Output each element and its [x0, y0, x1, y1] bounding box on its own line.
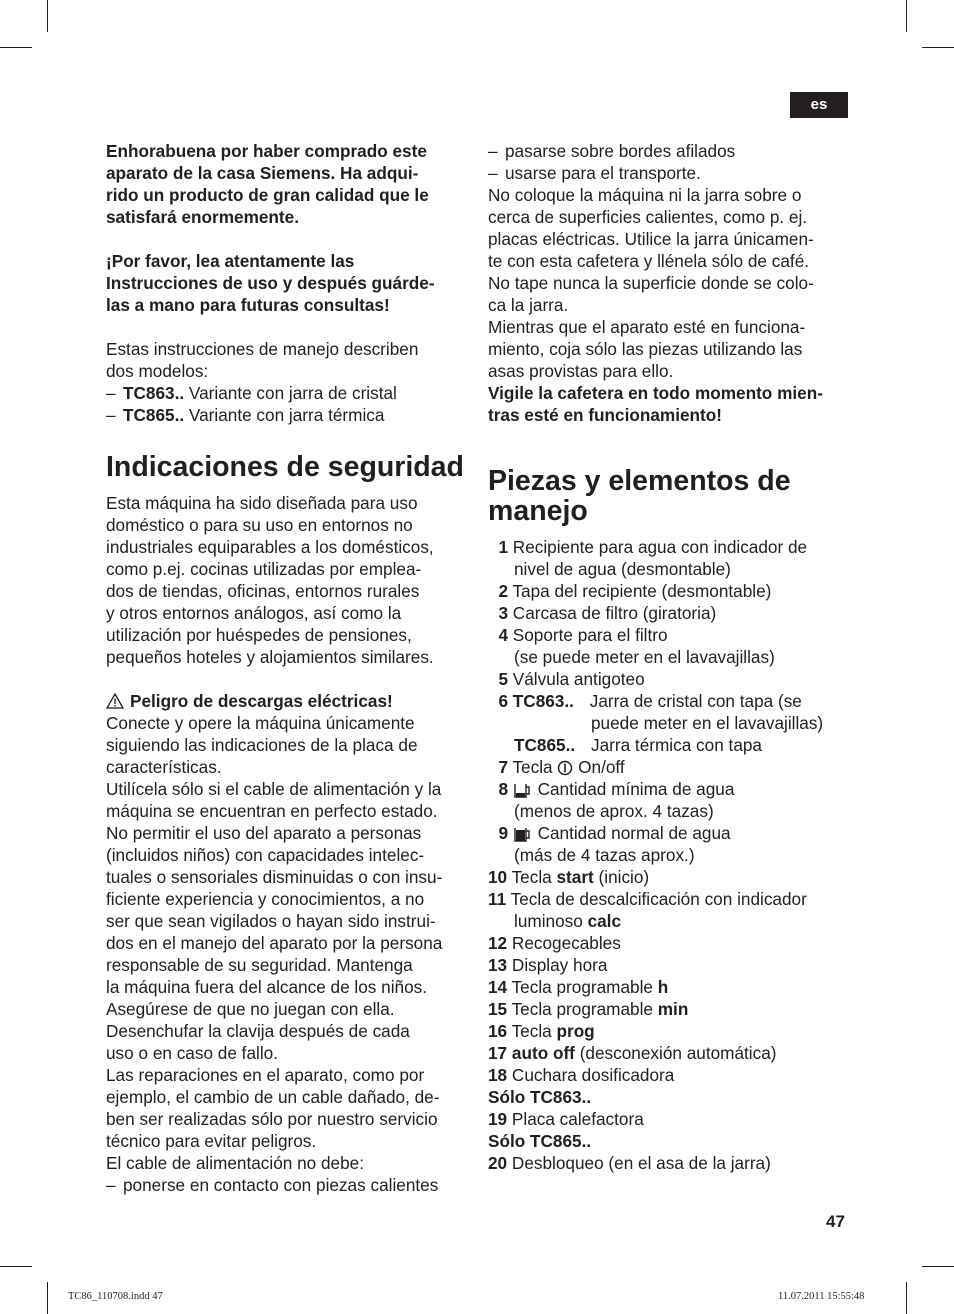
- parts-heading: Piezas y elementos de manejo: [488, 465, 791, 527]
- cable-item: – pasarse sobre bordes afilados: [488, 141, 736, 161]
- list-item: 14 Tecla programable h: [488, 977, 669, 997]
- supervision-notice: Vigile la cafetera en todo momento mien- tras esté en funcionamiento!: [488, 383, 823, 425]
- list-item: 6 TC863.. Jarra de cristal con tapa (se: [498, 691, 802, 711]
- safety-intro: Esta máquina ha sido diseñada para uso doméstico o para su uso en entornos no industriales equiparables a los domésticos, como p.ej. cocinas utilizadas por emplea- dos de tiendas, oficinas, entornos rurales y otros entornos análogos, así como la utilización por huéspedes de pensiones, pequeños hoteles y alojamientos similares.: [106, 493, 434, 667]
- page-number: 47: [826, 1212, 845, 1231]
- list-item: 15 Tecla programable min: [488, 999, 689, 1019]
- language-tab: es: [790, 92, 848, 118]
- model-item: – TC863.. Variante con jarra de cristal: [106, 383, 397, 403]
- list-item: 17 auto off (desconexión automática): [488, 1043, 777, 1063]
- list-item: 20 Desbloqueo (en el asa de la jarra): [488, 1153, 771, 1173]
- list-item: 7 Tecla On/off: [498, 757, 625, 777]
- safety-heading: Indicaciones de seguridad: [106, 451, 464, 483]
- crop-mark: [0, 47, 32, 48]
- crop-mark: [47, 1282, 48, 1314]
- right-column: [488, 140, 850, 426]
- model-only-label: Sólo TC863..: [488, 1087, 592, 1107]
- footer-file: TC86_110708.indd 47: [68, 1291, 163, 1302]
- left-column: [106, 140, 468, 426]
- footer-datetime: 11.07.2011 15:55:48: [778, 1291, 865, 1302]
- list-item: 4 Soporte para el filtro: [498, 625, 668, 645]
- cable-item: – ponerse en contacto con piezas calientes: [106, 1175, 439, 1195]
- list-item: 8 Cantidad mínima de agua: [498, 779, 735, 799]
- model-item: – TC865.. Variante con jarra térmica: [106, 405, 385, 425]
- list-item: 13 Display hora: [488, 955, 608, 975]
- list-item: 10 Tecla start (inicio): [488, 867, 650, 887]
- min-water-icon: [513, 782, 533, 798]
- crop-mark: [47, 0, 48, 32]
- list-item: 18 Cuchara dosificadora: [488, 1065, 675, 1085]
- intro-paragraph: Enhorabuena por haber comprado este aparato de la casa Siemens. Ha adqui- rido un producto de gran calidad que le satisfará enormemente.: [106, 141, 429, 227]
- read-instructions-notice: ¡Por favor, lea atentamente las Instrucciones de uso y después guárde- las a mano para futuras consultas!: [106, 251, 435, 315]
- hot-surface-text: No coloque la máquina ni la jarra sobre o cerca de superficies calientes, como p. ej. placas eléctricas. Utilice la jarra únicamen- te con esta cafetera y llénela sólo de café. No tape nunca la superficie donde se colo- ca la jarra. Mientras que el aparato esté en funciona- miento, coja sólo las piezas utilizando las asas provistas para ello.: [488, 185, 814, 381]
- crop-mark: [922, 47, 954, 48]
- warning-triangle-icon: [106, 693, 124, 709]
- list-item: TC865.. Jarra térmica con tapa: [514, 735, 762, 755]
- list-item: 11 Tecla de descalcificación con indicador: [488, 889, 807, 909]
- parts-list: 1 Recipiente para agua con indicador de nivel de agua (desmontable) 2 Tapa del recipiente (desmontable) 3 Carcasa de filtro (giratoria) 4 Soporte para el filtro (se puede meter en el lavavajillas) 5 Válvula antigoteo 6 TC863.. Jarra de cristal con tapa (se puede meter en el lavavajillas) TC865.. Jarra térmica con tapa 7 Tecla On/off 8 Cantidad mínima de agua (menos de aprox. 4 tazas) 9 Cantidad normal de agua (más de 4 tazas aprox.) 10 Tecla start (inicio) 11 Tecla de descalcificación con indicador luminoso calc 12 Recogecables 13 Display hora 14 Tecla programable h 15 Tecla programable min 16 Tecla prog 17 auto off (desconexión automática) 18 Cuchara dosificadora Sólo TC863.. 19 Placa calefactora Sólo TC865.. 20 Desbloqueo (en el asa de la jarra): [488, 536, 850, 1174]
- list-item: 12 Recogecables: [488, 933, 621, 953]
- list-item: 1 Recipiente para agua con indicador de: [498, 537, 808, 557]
- model-only-label: Sólo TC865..: [488, 1131, 592, 1151]
- crop-mark: [0, 1266, 32, 1267]
- power-icon: [557, 760, 573, 776]
- list-item: 16 Tecla prog: [488, 1021, 595, 1041]
- crop-mark: [922, 1266, 954, 1267]
- crop-mark: [906, 0, 907, 32]
- safety-section: [106, 492, 468, 1196]
- cable-item: – usarse para el transporte.: [488, 163, 701, 183]
- normal-water-icon: [513, 826, 533, 842]
- crop-mark: [906, 1282, 907, 1314]
- warning-title: Peligro de descargas eléctricas!: [106, 690, 468, 712]
- list-item: 9 Cantidad normal de agua: [498, 823, 731, 843]
- list-item: 2 Tapa del recipiente (desmontable): [498, 581, 772, 601]
- warning-text: Conecte y opere la máquina únicamente siguiendo las indicaciones de la placa de características. Utilícela sólo si el cable de alimentación y la máquina se encuentran en perfecto estado. No permitir el uso del aparato a personas (incluidos niños) con capacidades intelec- tuales o sensoriales disminuidas o con insu- ficiente experiencia y conocimientos, a no ser que sean vigilados o hayan sido instrui- dos en el manejo del aparato por la persona responsable de su seguridad. Mantenga la máquina fuera del alcance de los niños. Asegúrese de que no juegan con ella. Desenchufar la clavija después de cada uso o en caso de fallo. Las reparaciones en el aparato, como por ejemplo, el cambio de un cable dañado, de- ben ser realizadas sólo por nuestro servicio técnico para evitar peligros. El cable de alimentación no debe: – ponerse en contacto con piezas calientes: [106, 712, 468, 1196]
- models-paragraph: Estas instrucciones de manejo describen dos modelos: – TC863.. Variante con jarra de cristal – TC865.. Variante con jarra térmica: [106, 338, 468, 426]
- list-item: 5 Válvula antigoteo: [498, 669, 645, 689]
- list-item: 19 Placa calefactora: [488, 1109, 644, 1129]
- list-item: 3 Carcasa de filtro (giratoria): [498, 603, 717, 623]
